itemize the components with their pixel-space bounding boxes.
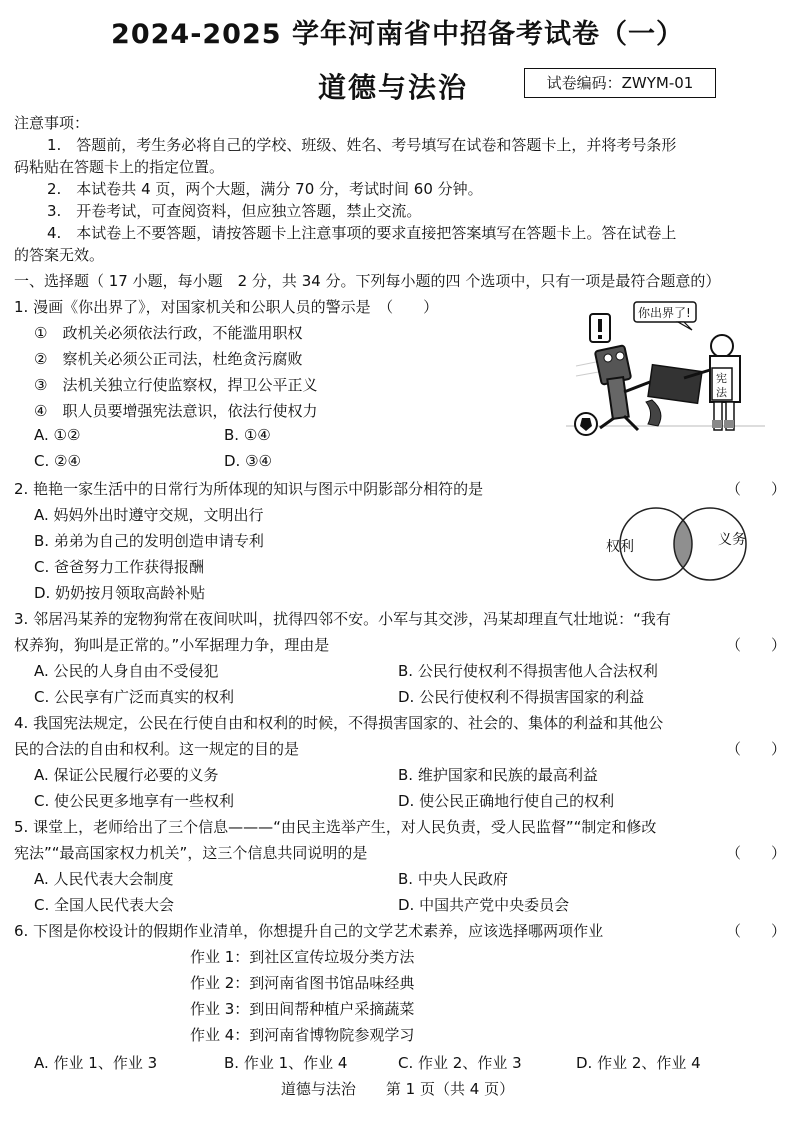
q4-option-d: D. 使公民正确地行使自己的权利 bbox=[398, 792, 615, 810]
q1-stem: 1. 漫画《你出界了》，对国家机关和公职人员的警示是 （ ） bbox=[14, 298, 439, 316]
q6-homework-2: 作业 2：到河南省图书馆品味经典 bbox=[190, 974, 415, 992]
q1-option-d: D. ③④ bbox=[224, 452, 272, 470]
q6-homework-1: 作业 1：到社区宣传垃圾分类方法 bbox=[190, 948, 415, 966]
q2-option-c: C. 爸爸努力工作获得报酬 bbox=[34, 558, 205, 576]
q4-stem-line-1: 4. 我国宪法规定，公民在行使自由和权利的时候，不得损害国家的、社会的、集体的利益和其他公 bbox=[14, 714, 664, 732]
q5-option-a: A. 人民代表大会制度 bbox=[34, 870, 174, 888]
notice-heading: 注意事项： bbox=[14, 114, 90, 132]
q1-cartoon bbox=[566, 296, 765, 452]
q4-answer-paren: （ ） bbox=[726, 740, 787, 758]
svg-text:法: 法 bbox=[716, 386, 727, 399]
q2-answer-paren: （ ） bbox=[726, 480, 787, 498]
venn-right-label: 义务 bbox=[718, 532, 746, 548]
q3-option-a: A. 公民的人身自由不受侵犯 bbox=[34, 662, 219, 680]
q5-option-b: B. 中央人民政府 bbox=[398, 870, 508, 888]
page-footer: 道德与法治 第 1 页（共 4 页） bbox=[280, 1080, 515, 1098]
q4-option-c: C. 使公民更多地享有一些权利 bbox=[34, 792, 235, 810]
exam-title: 2024-2025 学年河南省中招备考试卷（一） bbox=[111, 19, 684, 50]
q1-statement-2: ② 察机关必须公正司法，杜绝贪污腐败 bbox=[34, 350, 303, 368]
notice-item-3: 3. 开卷考试，可查阅资料，但应独立答题，禁止交流。 bbox=[47, 202, 422, 220]
q6-answer-paren: （ ） bbox=[726, 922, 787, 940]
q2-stem: 2. 艳艳一家生活中的日常行为所体现的知识与图示中阴影部分相符的是 bbox=[14, 480, 484, 498]
q6-option-c: C. 作业 2、作业 3 bbox=[398, 1054, 522, 1072]
q1-statement-4: ④ 职人员要增强宪法意识，依法行使权力 bbox=[34, 402, 318, 420]
q3-option-b: B. 公民行使权利不得损害他人合法权利 bbox=[398, 662, 658, 680]
q3-option-d: D. 公民行使权利不得损害国家的利益 bbox=[398, 688, 645, 706]
q2-venn-diagram bbox=[598, 506, 768, 586]
notice-item-2: 2. 本试卷共 4 页，两个大题，满分 70 分，考试时间 60 分钟。 bbox=[47, 180, 483, 198]
q4-option-b: B. 维护国家和民族的最高利益 bbox=[398, 766, 598, 784]
q4-stem-line-2: 民的合法的自由和权利。这一规定的目的是 bbox=[14, 740, 300, 758]
q1-statement-3: ③ 法机关独立行使监察权，捍卫公平正义 bbox=[34, 376, 318, 394]
q6-option-d: D. 作业 2、作业 4 bbox=[576, 1054, 701, 1072]
q2-option-b: B. 弟弟为自己的发明创造申请专利 bbox=[34, 532, 264, 550]
q1-option-a: A. ①② bbox=[34, 426, 81, 444]
q5-option-d: D. 中国共产党中央委员会 bbox=[398, 896, 570, 914]
section-heading: 一、选择题（ 17 小题，每小题 2 分，共 34 分。下列每小题的四 个选项中，只有一项是最符合题意的） bbox=[14, 272, 721, 290]
q6-option-b: B. 作业 1、作业 4 bbox=[224, 1054, 348, 1072]
q1-statement-1: ① 政机关必须依法行政，不能滥用职权 bbox=[34, 324, 303, 342]
q6-option-a: A. 作业 1、作业 3 bbox=[34, 1054, 158, 1072]
q2-option-d: D. 奶奶按月领取高龄补贴 bbox=[34, 584, 206, 602]
q1-option-b: B. ①④ bbox=[224, 426, 271, 444]
q5-answer-paren: （ ） bbox=[726, 844, 787, 862]
q3-answer-paren: （ ） bbox=[726, 636, 787, 654]
notice-item-1-line-1: 1. 答题前，考生务必将自己的学校、班级、姓名、考号填写在试卷和答题卡上，并将考号条形 bbox=[47, 136, 677, 154]
q6-homework-3: 作业 3：到田间帮种植户采摘蔬菜 bbox=[190, 1000, 415, 1018]
q2-option-a: A. 妈妈外出时遵守交规，文明出行 bbox=[34, 506, 264, 524]
subject-title: 道德与法治 bbox=[318, 71, 469, 104]
notice-item-1-line-2: 码粘贴在答题卡上的指定位置。 bbox=[14, 158, 225, 176]
q6-stem: 6. 下图是你校设计的假期作业清单，你想提升自己的文学艺术素养，应该选择哪两项作业 bbox=[14, 922, 604, 940]
cartoon-speech-text: 你出界了! bbox=[638, 306, 691, 320]
q3-stem-line-1: 3. 邻居冯某养的宠物狗常在夜间吠叫，扰得四邻不安。小军与其交涉，冯某却理直气壮地说：“我有 bbox=[14, 610, 671, 628]
q4-option-a: A. 保证公民履行必要的义务 bbox=[34, 766, 219, 784]
venn-left-label: 权利 bbox=[606, 539, 634, 555]
q5-option-c: C. 全国人民代表大会 bbox=[34, 896, 175, 914]
paper-code-box: 试卷编码：ZWYM-01 bbox=[524, 68, 716, 98]
q5-stem-line-1: 5. 课堂上，老师给出了三个信息———“由民主选举产生，对人民负责，受人民监督”“制定和修改 bbox=[14, 818, 657, 836]
q6-homework-4: 作业 4：到河南省博物院参观学习 bbox=[190, 1026, 415, 1044]
notice-item-4-line-1: 4. 本试卷上不要答题，请按答题卡上注意事项的要求直接把答案填写在答题卡上。答在试卷上 bbox=[47, 224, 677, 242]
q3-stem-line-2: 权养狗，狗叫是正常的。”小军据理力争，理由是 bbox=[14, 636, 330, 654]
q5-stem-line-2: 宪法”“最高国家权力机关”，这三个信息共同说明的是 bbox=[14, 844, 368, 862]
q1-option-c: C. ②④ bbox=[34, 452, 81, 470]
notice-item-4-line-2: 的答案无效。 bbox=[14, 246, 105, 264]
q3-option-c: C. 公民享有广泛而真实的权利 bbox=[34, 688, 235, 706]
svg-text:宪: 宪 bbox=[716, 372, 727, 385]
